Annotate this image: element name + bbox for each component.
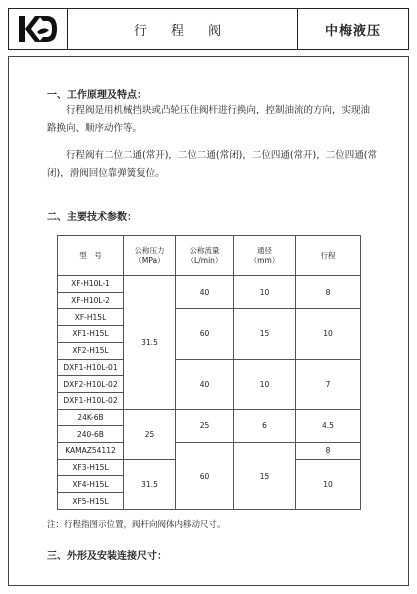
table-row [58,409,361,426]
bore-cell: 15 [234,309,296,359]
model-cell: XF4-H15L [58,476,124,493]
table-row [58,276,361,293]
page-title: 行 程 阀 [133,23,232,39]
bore-cell: 10 [234,276,296,309]
model-cell: DXF1-H10L-02 [58,392,124,409]
table-row [58,309,361,326]
bore-cell: 15 [234,443,296,510]
stroke-cell: 8 [296,276,361,309]
model-cell: XF-H10L-2 [58,292,124,309]
spec-table [57,235,361,510]
table-row [58,443,361,460]
section-title-dimensions: 三、外形及安装连接尺寸： [47,551,167,562]
logo-cell [9,9,68,49]
model-cell: 24K-6B [58,409,124,426]
model-cell: XF-H10L-1 [58,276,124,293]
flow-cell: 40 [176,359,234,409]
model-cell: DXF1-H10L-01 [58,359,124,376]
bore-cell: 6 [234,409,296,442]
stroke-cell: 10 [296,459,361,509]
model-cell: KAMAZ54112 [58,443,124,460]
stroke-cell: 8 [296,443,361,460]
table-row [58,359,361,376]
section-title-specs: 二、主要技术参数： [47,212,137,223]
header-flow: 公称流量 （L/min） [176,236,234,276]
flow-cell: 40 [176,276,234,309]
header-stroke: 行程 [296,236,361,276]
model-cell: XF5-H15L [58,493,124,510]
stroke-cell: 10 [296,309,361,359]
model-cell: DXF2-H10L-02 [58,376,124,393]
pressure-cell: 31.5 [124,459,176,509]
bore-cell: 10 [234,359,296,409]
header-pressure: 公称压力 （MPa） [124,236,176,276]
flow-cell: 60 [176,309,234,359]
pressure-cell: 25 [124,409,176,459]
header-model: 型 号 [58,236,124,276]
company-logo-icon [17,14,59,44]
model-cell: XF1-H15L [58,326,124,343]
model-cell: XF2-H15L [58,342,124,359]
flow-cell: 25 [176,409,234,442]
stroke-cell: 4.5 [296,409,361,442]
stroke-cell: 7 [296,359,361,409]
model-cell: 240-6B [58,426,124,443]
section-title-principle: 一、工作原理及特点： [47,90,147,101]
paragraph-principle: 行程阀是用机械挡块或凸轮压住阀杆进行换向，控制油流的方向，实现油路换向、顺序动作等。 [47,105,371,134]
model-cell: XF3-H15L [58,459,124,476]
company-name: 中梅液压 [297,9,408,49]
header-bore: 通径 （mm） [234,236,296,276]
model-cell: XF-H15L [58,309,124,326]
page-header [8,8,409,50]
pressure-cell: 31.5 [124,276,176,410]
table-note: 注：行程指图示位置，阀杆向阀体内移动尺寸。 [47,520,226,530]
table-header-row [58,236,361,276]
paragraph-types: 行程阀有二位二通(常开)，二位二通(常闭)，二位四通(常开)，二位四通(常闭)，滑阀回位靠弹簧复位。 [47,150,377,179]
flow-cell: 60 [176,443,234,510]
